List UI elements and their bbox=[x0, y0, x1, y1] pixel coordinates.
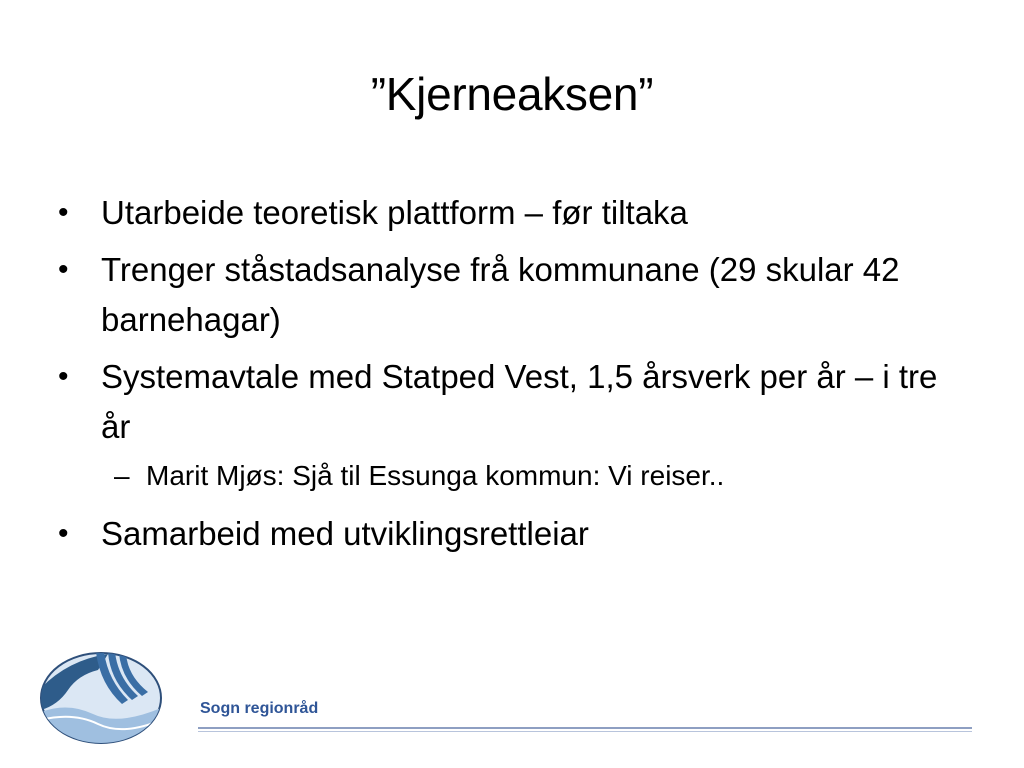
footer-organization-name: Sogn regionråd bbox=[200, 700, 319, 717]
sub-bullet-marker: – bbox=[114, 460, 130, 491]
bullet-text: Trenger ståstadsanalyse frå kommunane (29 skular 42 barnehagar) bbox=[101, 251, 900, 338]
sub-bullet-item bbox=[58, 455, 958, 497]
bullet-text: Samarbeid med utviklingsrettleiar bbox=[101, 515, 589, 552]
bullet-marker: • bbox=[58, 360, 69, 393]
bullet-list bbox=[58, 188, 958, 566]
sogn-regionrad-logo-icon bbox=[38, 650, 164, 746]
bullet-marker: • bbox=[58, 517, 69, 550]
bullet-item bbox=[58, 352, 958, 452]
sub-bullet-text: Marit Mjøs: Sjå til Essunga kommun: Vi reiser.. bbox=[146, 460, 725, 491]
bullet-item bbox=[58, 245, 958, 345]
bullet-text: Utarbeide teoretisk plattform – før tiltaka bbox=[101, 194, 688, 231]
bullet-marker: • bbox=[58, 253, 69, 286]
bullet-marker: • bbox=[58, 196, 69, 229]
bullet-item bbox=[58, 509, 958, 559]
slide-title: ”Kjerneaksen” bbox=[370, 68, 654, 120]
bullet-item bbox=[58, 188, 958, 238]
footer-divider-secondary bbox=[198, 731, 972, 732]
footer-divider bbox=[198, 727, 972, 729]
bullet-text: Systemavtale med Statped Vest, 1,5 årsverk per år – i tre år bbox=[101, 358, 938, 445]
